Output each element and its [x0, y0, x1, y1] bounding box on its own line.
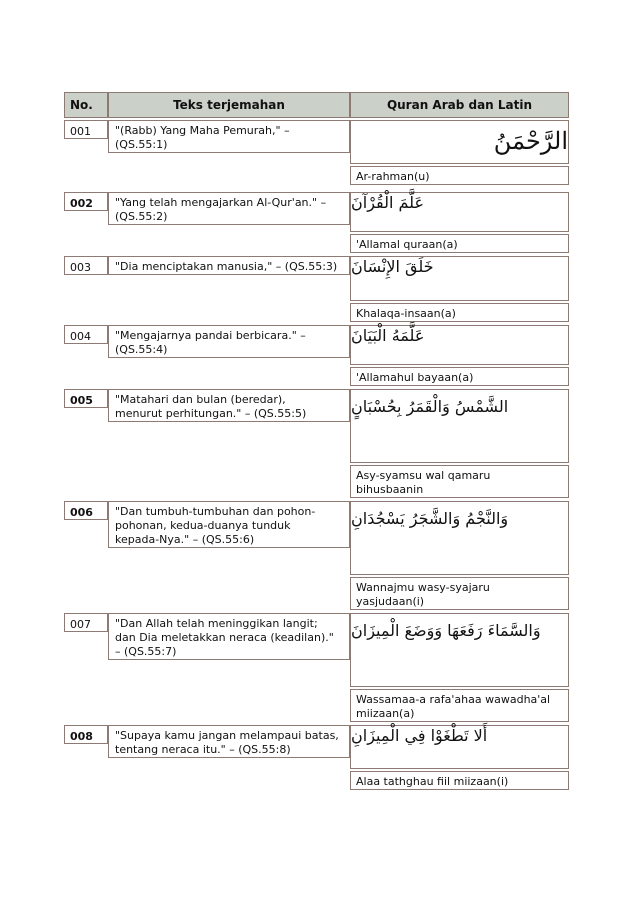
verse-arabic-cell	[350, 725, 569, 769]
verse-arabic: الرَّحْمَنُ	[493, 127, 568, 155]
verse-translation: "Dan tumbuh-tumbuhan dan pohon- pohonan, kedua-duanya tunduk kepada-Nya." – (QS.55:6)	[108, 501, 350, 548]
table-row	[64, 501, 569, 611]
verse-latin: Asy-syamsu wal qamaru bihusbaanin	[350, 465, 569, 498]
verse-translation: "Supaya kamu jangan melampaui batas, tentang neraca itu." – (QS.55:8)	[108, 725, 350, 758]
verse-arabic: خَلَقَ الإِنْسَانَ	[351, 257, 434, 276]
table-row	[64, 389, 569, 499]
verse-number: 008	[64, 725, 108, 744]
verse-arabic-cell	[350, 192, 569, 232]
surah-table	[64, 90, 569, 793]
verse-arabic: وَالنَّجْمُ وَالشَّجَرُ يَسْجُدَانِ	[351, 509, 509, 528]
verse-latin: Alaa tathghau fiil miizaan(i)	[350, 771, 569, 790]
verse-latin: Wassamaa-a rafa'ahaa wawadha'al miizaan(a)	[350, 689, 569, 722]
table-row	[64, 613, 569, 723]
verse-latin: Khalaqa-insaan(a)	[350, 303, 569, 322]
verse-arabic: أَلا تَطْغَوْا فِي الْمِيزَانِ	[351, 726, 488, 745]
verse-latin: 'Allamal quraan(a)	[350, 234, 569, 253]
verse-latin: Ar-rahman(u)	[350, 166, 569, 185]
header-translation: Teks terjemahan	[108, 92, 350, 118]
header-quran: Quran Arab dan Latin	[350, 92, 569, 118]
table-row	[64, 725, 569, 791]
table-row	[64, 192, 569, 254]
verse-number: 004	[64, 325, 108, 344]
verse-latin: Wannajmu wasy-syajaru yasjudaan(i)	[350, 577, 569, 610]
verse-arabic: عَلَّمَ الْقُرْآنَ	[351, 193, 425, 212]
verse-translation: "Mengajarnya pandai berbicara." – (QS.55:4)	[108, 325, 350, 358]
verse-number: 007	[64, 613, 108, 632]
verse-arabic: وَالسَّمَاءَ رَفَعَهَا وَوَضَعَ الْمِيزَانَ	[351, 621, 541, 640]
verse-arabic-cell	[350, 501, 569, 575]
verse-number: 006	[64, 501, 108, 520]
verse-arabic: عَلَّمَهُ الْبَيَانَ	[351, 326, 425, 345]
verse-translation: "Dia menciptakan manusia," – (QS.55:3)	[108, 256, 350, 275]
table-row	[64, 256, 569, 323]
verse-number: 005	[64, 389, 108, 408]
verse-translation: "Dan Allah telah meninggikan langit; dan Dia meletakkan neraca (keadilan)." – (QS.55:7)	[108, 613, 350, 660]
verse-translation: "(Rabb) Yang Maha Pemurah," – (QS.55:1)	[108, 120, 350, 153]
verse-number: 002	[64, 192, 108, 211]
verse-arabic-cell	[350, 325, 569, 365]
verse-arabic: الشَّمْسُ وَالْقَمَرُ بِحُسْبَانٍ	[351, 397, 509, 416]
verse-translation: "Yang telah mengajarkan Al-Qur'an." – (QS.55:2)	[108, 192, 350, 225]
verse-arabic-cell	[350, 613, 569, 687]
table-row	[64, 120, 569, 190]
verse-translation: "Matahari dan bulan (beredar), menurut perhitungan." – (QS.55:5)	[108, 389, 350, 422]
verse-latin: 'Allamahul bayaan(a)	[350, 367, 569, 386]
header-no: No.	[64, 92, 108, 118]
header-row	[64, 92, 569, 118]
verse-arabic-cell	[350, 256, 569, 301]
verse-arabic-cell	[350, 389, 569, 463]
verse-number: 001	[64, 120, 108, 139]
table-row	[64, 325, 569, 387]
verse-arabic-cell	[350, 120, 569, 164]
verse-number: 003	[64, 256, 108, 275]
